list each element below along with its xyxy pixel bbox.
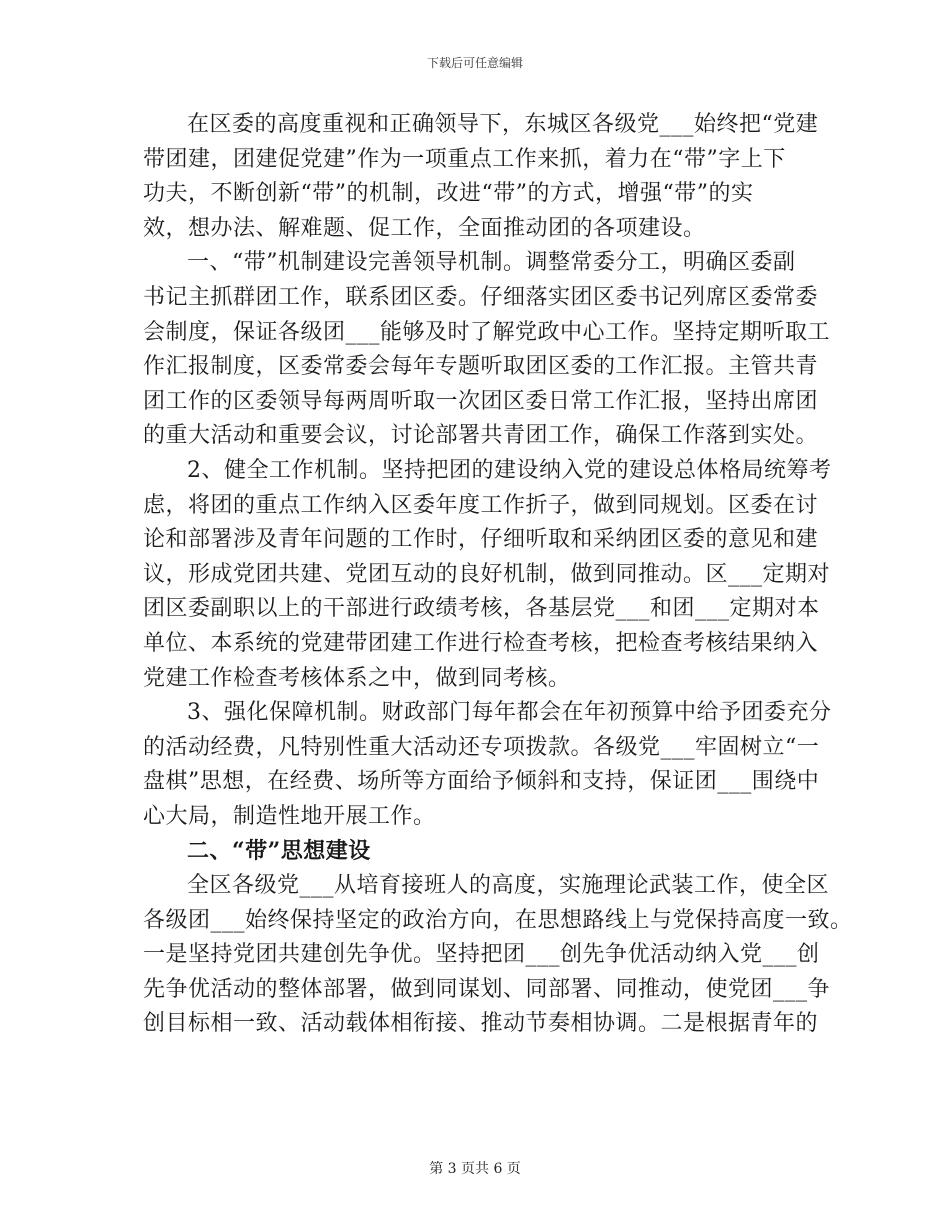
paragraph-line: 效，想办法、解难题、促工作，全面推动团的各项建设。 — [143, 215, 706, 241]
paragraph-line: 创目标相一致、活动载体相衔接、推动节奏相协调。二是根据青年的 — [143, 1011, 819, 1037]
paragraph-line: 议，形成党团共建、党团互动的良好机制，做到同推动。区___定期对 — [143, 561, 831, 587]
paragraph-line: 论和部署涉及青年问题的工作时，仔细听取和采纳团区委的意见和建 — [143, 527, 819, 553]
paragraph-line: 全区各级党___从培育接班人的高度，实施理论武装工作，使全区 — [187, 873, 830, 899]
paragraph-line: 作汇报制度，区委常委会每年专题听取团区委的工作汇报。主管共青 — [143, 354, 819, 380]
paragraph-line: 带团建，团建促党建”作为一项重点工作来抓，着力在“带”字上下 — [143, 146, 786, 172]
paragraph-line: 的重大活动和重要会议，讨论部署共青团工作，确保工作落到实处。 — [143, 423, 819, 449]
paragraph-line: 3、强化保障机制。财政部门每年都会在年初预算中给予团委充分 — [187, 700, 832, 726]
paragraph-line: 会制度，保证各级团___能够及时了解党政中心工作。坚持定期听取工 — [143, 319, 831, 345]
paragraph-line: 虑，将团的重点工作纳入区委年度工作折子，做到同规划。区委在讨 — [143, 492, 819, 518]
paragraph-line: 团区委副职以上的干部进行政绩考核，各基层党___和团___定期对本 — [143, 596, 820, 622]
paragraph-line: 单位、本系统的党建带团建工作进行检查考核，把检查考核结果纳入 — [143, 630, 819, 656]
paragraph-line: 先争优活动的整体部署，做到同谋划、同部署、同推动，使党团___争 — [143, 976, 831, 1002]
paragraph-line: 一是坚持党团共建创先争优。坚持把团___创先争优活动纳入党___创 — [143, 942, 820, 968]
page-number: 第 3 页共 6 页 — [429, 1161, 521, 1177]
paragraph-line: 心大局，制造性地开展工作。 — [143, 803, 436, 829]
section-heading: 二、“带”思想建设 — [187, 838, 371, 865]
paragraph-line: 书记主抓群团工作，联系团区委。仔细落实团区委书记列席区委常委 — [143, 284, 819, 310]
page-header: 下载后可任意编辑 — [426, 56, 523, 70]
paragraph-line: 党建工作检查考核体系之中，做到同考核。 — [143, 665, 571, 691]
paragraph-line: 盘棋”思想，在经费、场所等方面给予倾斜和支持，保证团___围绕中 — [143, 769, 820, 795]
paragraph-line: 一、“带”机制建设完善领导机制。调整常委分工，明确区委副 — [187, 250, 796, 276]
paragraph-line: 在区委的高度重视和正确领导下，东城区各级党___始终把“党建 — [187, 112, 819, 137]
paragraph-line: 的活动经费，凡特别性重大活动还专项拨款。各级党___牢固树立“一 — [143, 734, 820, 760]
paragraph-line: 2、健全工作机制。坚持把团的建设纳入党的建设总体格局统筹考 — [187, 457, 832, 483]
paragraph-line: 各级团___始终保持坚定的政治方向，在思想路线上与党保持高度一致。 — [143, 907, 853, 933]
paragraph-line: 团工作的区委领导每两周听取一次团区委日常工作汇报，坚持出席团 — [143, 388, 819, 414]
document-body — [143, 108, 853, 1042]
paragraph-line: 功夫，不断创新“带”的机制，改进“带”的方式，增强“带”的实 — [143, 181, 754, 207]
